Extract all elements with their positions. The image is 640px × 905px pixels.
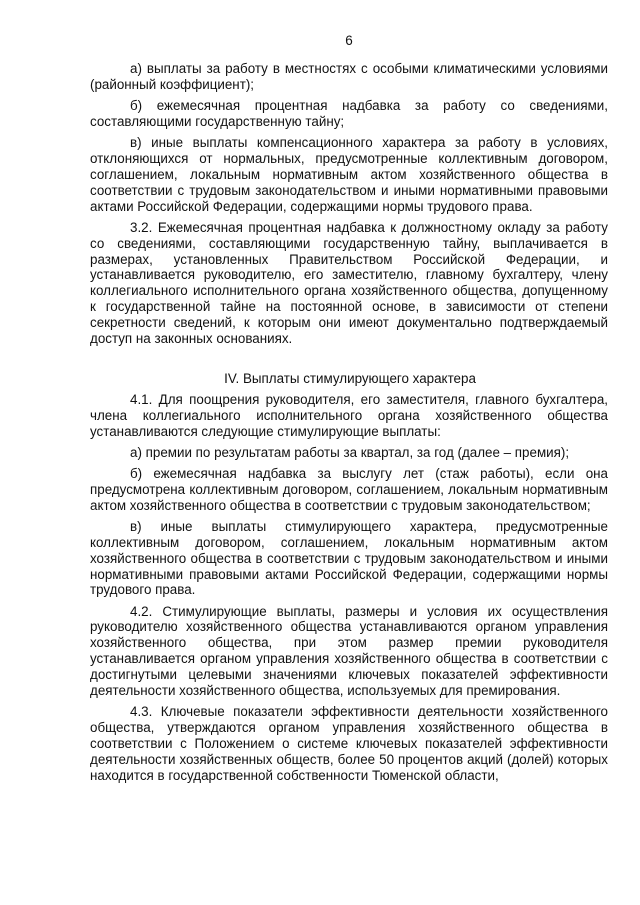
paragraph-4-1: 4.1. Для поощрения руководителя, его заместителя, главного бухгалтера, члена коллегиального исполнительного органа хозяйственного общества устанавливаются следующие стимулирующие выплаты:	[90, 391, 608, 439]
paragraph-4-2: 4.2. Стимулирующие выплаты, размеры и условия их осуществления руководителю хозяйственного общества устанавливаются органом управления хозяйственного общества, при этом размер премии руководителя устанавливается органом управления хозяйственного общества в соответствии с достигнутыми целевыми значениями ключевых показателей эффективности деятельности хозяйственного общества, используемых для премирования.	[90, 603, 608, 699]
list-item-4-b: б) ежемесячная надбавка за выслугу лет (стаж работы), если она предусмотрена коллективным договором, соглашением, локальным нормативным актом хозяйственного общества в соответствии с трудовым законодательством;	[90, 465, 608, 513]
list-item-4-c: в) иные выплаты стимулирующего характера, предусмотренные коллективным договором, соглашением, локальным нормативным актом хозяйственного общества в соответствии с трудовым законодательством и иными нормативными правовыми актами Российской Федерации, содержащими нормы трудового права.	[90, 518, 608, 598]
page-number: 6	[345, 33, 353, 48]
list-item-3-b: б) ежемесячная процентная надбавка за работу со сведениями, составляющими государственную тайну;	[90, 98, 608, 129]
list-item-3-c: в) иные выплаты компенсационного характера за работу в условиях, отклоняющихся от нормальных, предусмотренные коллективным договором, соглашением, локальным нормативным актом хозяйственного общества в соответствии с трудовым законодательством и иными нормативными правовыми актами Российской Федерации, содержащими нормы трудового права.	[90, 135, 608, 214]
list-item-3-a: а) выплаты за работу в местностях с особыми климатическими условиями (районный коэффициент);	[90, 61, 608, 92]
paragraph-4-3: 4.3. Ключевые показатели эффективности деятельности хозяйственного общества, утверждаются органом управления хозяйственного общества в соответствии с Положением о системе ключевых показателей эффективности деятельности хозяйственных обществ, более 50 процентов акций (долей) которых находится в государственной собственности Тюменской области,	[90, 704, 608, 783]
paragraph-3-2: 3.2. Ежемесячная процентная надбавка к должностному окладу за работу со сведениями, составляющими государственную тайну, выплачивается в размерах, установленных Правительством Российской Федерации, и устанавливается руководителю, его заместителю, главному бухгалтеру, члену коллегиального исполнительного органа хозяйственного общества, допущенному к государственной тайне на постоянной основе, в зависимости от степени секретности сведений, к которым они имеют документально подтверждаемый доступ на законных основаниях.	[90, 219, 608, 347]
list-item-4-a: а) премии по результатам работы за квартал, за год (далее – премия);	[130, 444, 570, 460]
section-heading-4: IV. Выплаты стимулирующего характера	[224, 370, 476, 386]
document-body	[90, 61, 608, 789]
